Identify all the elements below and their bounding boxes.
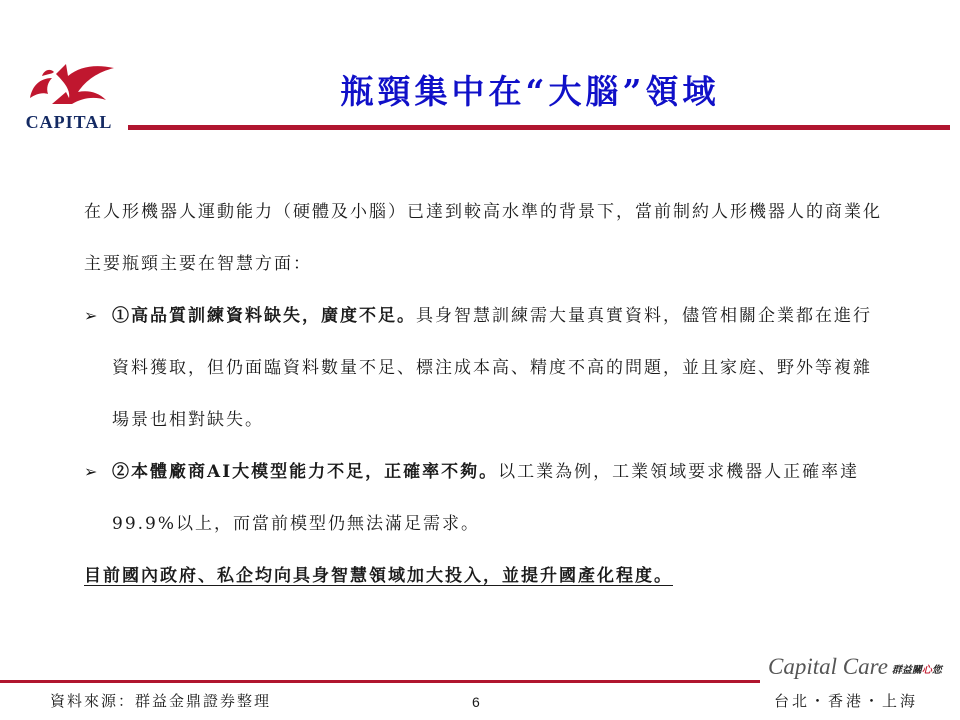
brand-slogan-part: 群益關 <box>891 665 922 677</box>
capital-care-brand <box>768 654 958 710</box>
eagle-logo-icon <box>22 62 118 112</box>
title-divider <box>128 125 950 130</box>
arrow-bullet-icon: ➢ <box>84 306 100 325</box>
logo-wordmark: CAPITAL <box>25 112 113 132</box>
bullet-heading: ①高品質訓練資料缺失，廣度不足。 <box>112 306 416 326</box>
brand-slogan-part: 您 <box>931 665 942 677</box>
bullet-text: 以工業為例，工業領域要求機器人正確率達99.9%以上，而當前模型仍無法滿足需求。 <box>112 462 860 534</box>
slide-body <box>84 186 884 602</box>
conclusion-statement: 目前國內政府、私企均向具身智慧領域加大投入，並提升國產化程度。 <box>84 566 673 586</box>
brand-slogan-heart: 心 <box>921 665 932 677</box>
source-note: 資料來源：群益金鼎證券整理 <box>50 692 272 710</box>
page-number: 6 <box>472 694 480 710</box>
brand-script-text: Capital Care <box>768 654 888 679</box>
capital-logo <box>14 62 124 134</box>
bullet-heading: ②本體廠商AI大模型能力不足，正確率不夠。 <box>112 462 499 482</box>
footer-divider <box>0 680 760 683</box>
page-title: 瓶頸集中在“大腦”領域 <box>340 72 720 111</box>
arrow-bullet-icon: ➢ <box>84 462 100 481</box>
intro-paragraph: 在人形機器人運動能力（硬體及小腦）已達到較高水準的背景下，當前制約人形機器人的商業化主要瓶頸主要在智慧方面： <box>84 202 882 274</box>
brand-script <box>768 654 958 680</box>
brand-slogan <box>892 665 942 676</box>
office-cities: 台北・香港・上海 <box>774 692 919 710</box>
bullet-item-model-capability <box>84 446 884 550</box>
bullet-item-data-shortage <box>84 290 884 446</box>
bullet-text: 具身智慧訓練需大量真實資料，儘管相關企業都在進行資料獲取，但仍面臨資料數量不足、標注成本高、精度不高的問題，並且家庭、野外等複雜場景也相對缺失。 <box>112 306 872 430</box>
